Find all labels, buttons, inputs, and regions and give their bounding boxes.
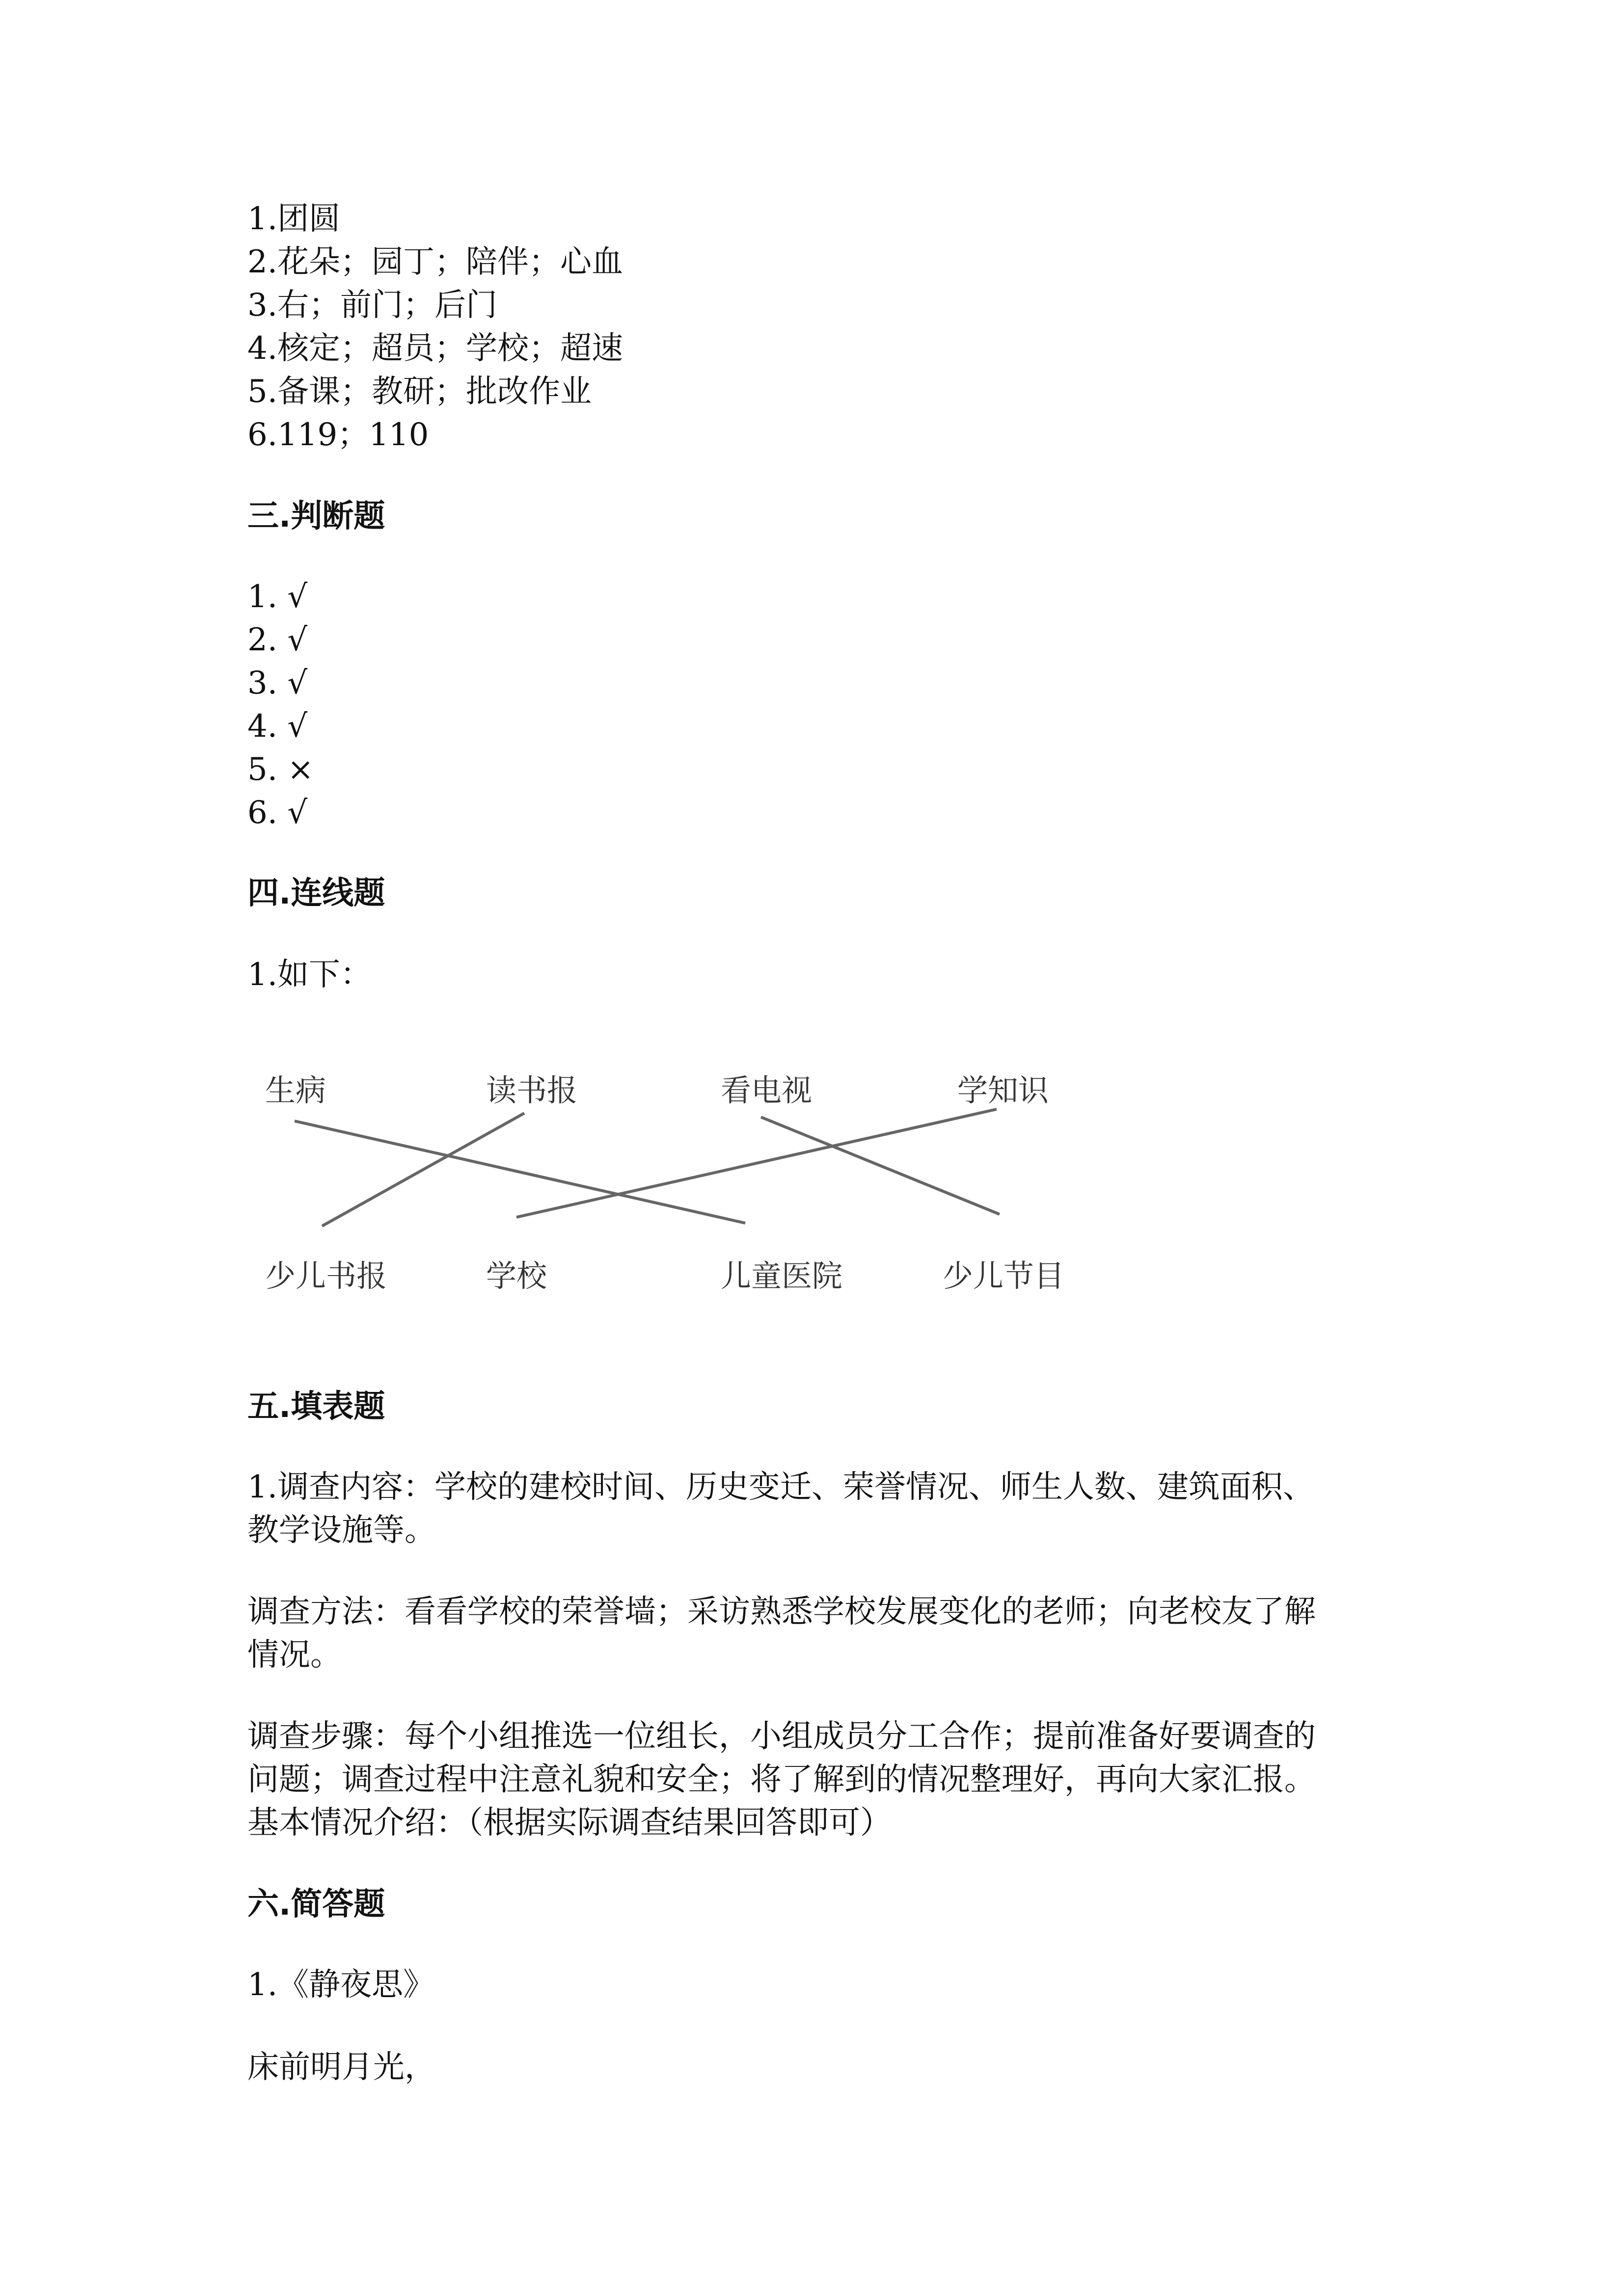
matching-top-label-3: 看电视 <box>721 1072 812 1108</box>
match-line-reading-childbooks <box>322 1113 524 1226</box>
judgment-answer-4: 4. √ <box>247 708 308 745</box>
fill-answer-6: 6.119；110 <box>247 417 429 453</box>
fill-answer-5: 5.备课；教研；批改作业 <box>247 374 592 410</box>
table-section-heading: 五.填表题 <box>247 1388 385 1425</box>
matching-bottom-label-1: 少儿书报 <box>265 1258 387 1294</box>
poem-title: 1.《静夜思》 <box>247 1967 435 2003</box>
judgment-answer-3: 3. √ <box>247 665 308 701</box>
survey-method <box>247 1590 1316 1677</box>
matching-bottom-label-2: 学校 <box>486 1258 547 1294</box>
match-line-tv-childshows <box>761 1117 1000 1214</box>
fill-answer-4: 4.核定；超员；学校；超速 <box>247 330 623 367</box>
matching-top-label-2: 读书报 <box>486 1072 578 1108</box>
matching-bottom-label-4: 少儿节目 <box>943 1258 1065 1294</box>
survey-content-line-1: 1.调查内容：学校的建校时间、历史变迁、荣誉情况、师生人数、建筑面积、 <box>247 1469 1315 1505</box>
survey-method-line-1: 调查方法：看看学校的荣誉墙；采访熟悉学校发展变化的老师；向老校友了解 <box>247 1594 1316 1630</box>
survey-method-line-2: 情况。 <box>247 1637 342 1673</box>
matching-top-label-1: 生病 <box>265 1072 326 1108</box>
survey-basic-info: 基本情况介绍：（根据实际调查结果回答即可） <box>247 1805 892 1841</box>
survey-steps-line-1: 调查步骤：每个小组推选一位组长，小组成员分工合作；提前准备好要调查的 <box>247 1718 1316 1755</box>
judgment-answer-5: 5. × <box>247 751 314 788</box>
judgment-answer-6: 6. √ <box>247 795 308 831</box>
judgment-answer-2: 2. √ <box>247 622 308 658</box>
survey-steps <box>247 1715 1316 1844</box>
survey-content-line-2: 教学设施等。 <box>247 1512 436 1548</box>
match-line-illness-hospital <box>295 1121 745 1223</box>
survey-steps-line-2: 问题；调查过程中注意礼貌和安全；将了解到的情况整理好，再向大家汇报。 <box>247 1762 1316 1798</box>
judgment-answer-1: 1. √ <box>247 579 308 615</box>
fill-answer-3: 3.右；前门；后门 <box>247 287 498 323</box>
poem-first-line: 床前明月光， <box>247 2049 436 2085</box>
fill-answer-1: 1.团圆 <box>247 201 341 237</box>
judgment-heading: 三.判断题 <box>247 498 385 534</box>
match-line-knowledge-school <box>516 1109 997 1217</box>
matching-intro: 1.如下： <box>247 957 372 993</box>
survey-content <box>247 1466 1314 1552</box>
matching-top-label-4: 学知识 <box>957 1072 1049 1108</box>
matching-bottom-label-3: 儿童医院 <box>721 1258 843 1294</box>
short-answer-heading: 六.简答题 <box>247 1886 385 1922</box>
matching-heading: 四.连线题 <box>247 875 385 911</box>
fill-answer-2: 2.花朵；园丁；陪伴；心血 <box>247 244 623 280</box>
